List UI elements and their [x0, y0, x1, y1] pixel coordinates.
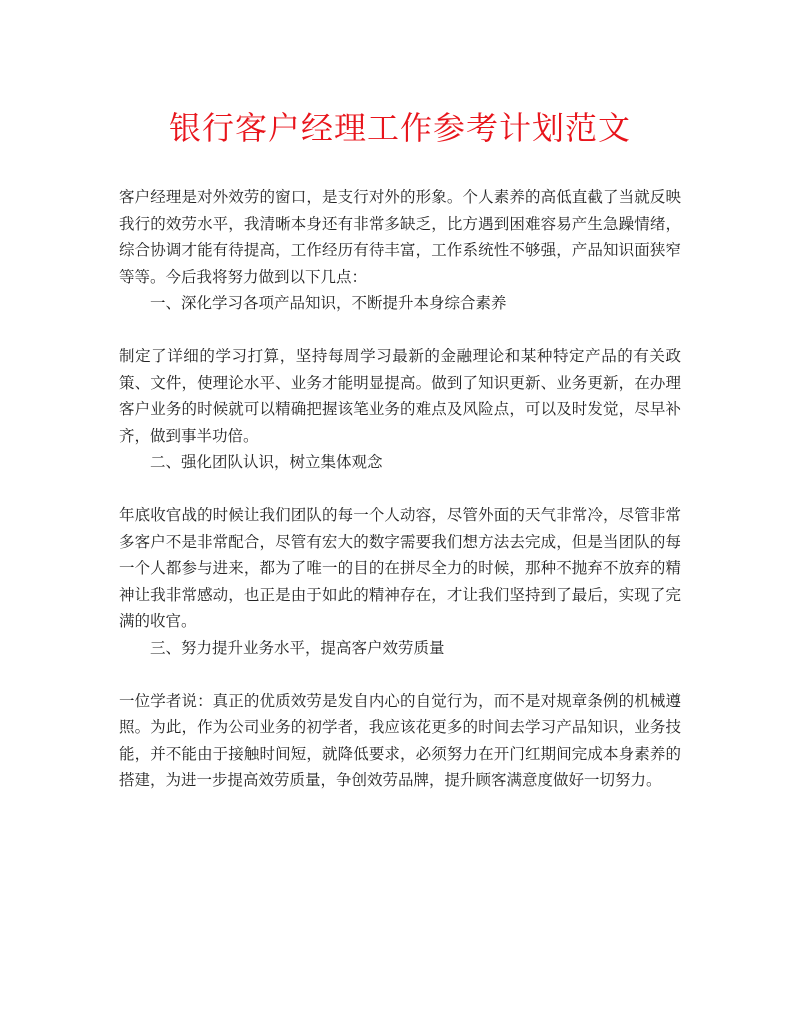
paragraph-intro: 客户经理是对外效劳的窗口，是支行对外的形象。个人素养的高低直截了当就反映我行的效劳水平，我清晰本身还有非常多缺乏，比方遇到困难容易产生急躁情绪，综合协调才能有待提高，工作经历有待丰富，工作系统性不够强，产品知识面狭窄等等。今后我将努力做到以下几点：: [119, 188, 681, 286]
document-body: [119, 184, 681, 794]
paragraph-section-2: 年底收官战的时候让我们团队的每一个人动容，尽管外面的天气非常冷，尽管非常多客户不是非常配合，尽管有宏大的数字需要我们想方法去完成，但是当团队的每一个人都参与进来，都为了唯一的目的在拼尽全力的时候，那种不抛弃不放弃的精神让我非常感动，也正是由于如此的精神存在，才让我们坚持到了最后，实现了完满的收官。: [119, 506, 681, 630]
section-heading-2: 二、强化团队认识，树立集体观念: [150, 453, 383, 471]
document-title: 银行客户经理工作参考计划范文: [168, 109, 631, 147]
section-heading-1: 一、深化学习各项产品知识，不断提升本身综合素养: [150, 294, 507, 312]
section-heading-3: 三、努力提升业务水平，提高客户效劳质量: [150, 638, 445, 657]
paragraph-section-1: 制定了详细的学习打算，坚持每周学习最新的金融理论和某种特定产品的有关政策、文件，使理论水平、业务才能明显提高。做到了知识更新、业务更新，在办理客户业务的时候就可以精确把握该笔业务的难点及风险点，可以及时发觉，尽早补齐，做到事半功倍。: [119, 347, 681, 445]
paragraph-section-3: 一位学者说：真正的优质效劳是发自内心的自觉行为，而不是对规章条例的机械遵照。为此，作为公司业务的初学者，我应该花更多的时间去学习产品知识，业务技能，并不能由于接触时间短，就降低要求，必须努力在开门红期间完成本身素养的搭建，为进一步提高效劳质量，争创效劳品牌，提升顾客满意度做好一切努力。: [119, 691, 681, 789]
